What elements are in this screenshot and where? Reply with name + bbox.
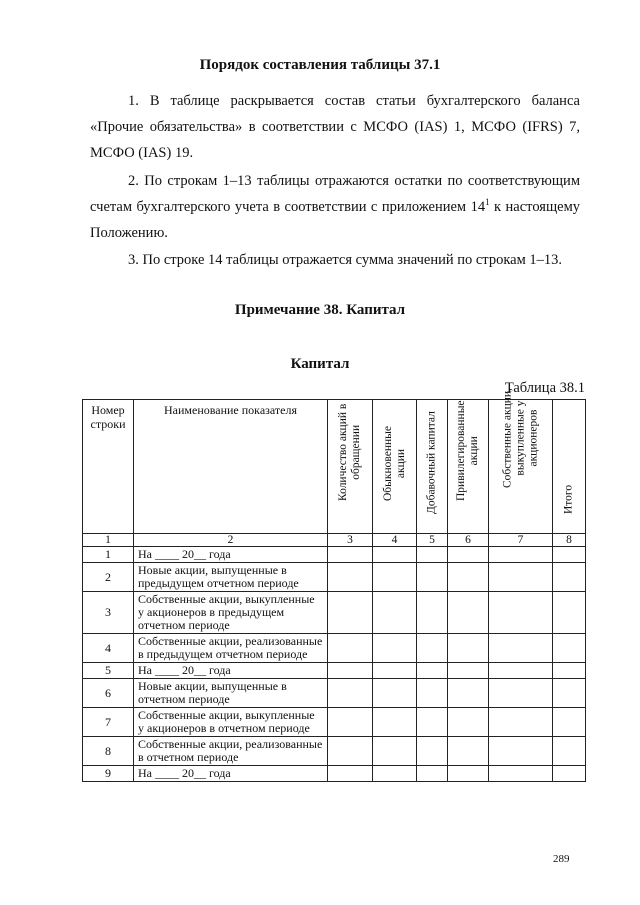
row-number: 6 xyxy=(83,679,134,708)
table-row xyxy=(83,547,586,563)
paragraph-2-text: 2. По строкам 1–13 таблицы отражаются остатки по соответствующим счетам бухгалтерского учета в соответствии с приложением 14 xyxy=(90,173,580,215)
empty-value-cell[interactable] xyxy=(489,663,553,679)
empty-value-cell[interactable] xyxy=(417,634,448,663)
paragraph-3: 3. По строке 14 таблицы отражается сумма значений по строкам 1–13. xyxy=(128,252,563,268)
empty-value-cell[interactable] xyxy=(373,663,417,679)
empty-value-cell[interactable] xyxy=(328,592,373,634)
column-number: 4 xyxy=(373,534,417,547)
empty-value-cell[interactable] xyxy=(489,547,553,563)
row-number: 9 xyxy=(83,766,134,782)
empty-value-cell[interactable] xyxy=(448,737,489,766)
empty-value-cell[interactable] xyxy=(553,634,586,663)
row-number: 3 xyxy=(83,592,134,634)
empty-value-cell[interactable] xyxy=(553,563,586,592)
empty-value-cell[interactable] xyxy=(448,634,489,663)
empty-value-cell[interactable] xyxy=(448,563,489,592)
header-ordinary-shares xyxy=(373,400,417,534)
empty-value-cell[interactable] xyxy=(553,708,586,737)
empty-value-cell[interactable] xyxy=(553,663,586,679)
empty-value-cell[interactable] xyxy=(489,634,553,663)
empty-value-cell[interactable] xyxy=(417,592,448,634)
row-number: 7 xyxy=(83,708,134,737)
empty-value-cell[interactable] xyxy=(553,766,586,782)
column-number: 7 xyxy=(489,534,553,547)
empty-value-cell[interactable] xyxy=(328,634,373,663)
empty-value-cell[interactable] xyxy=(373,592,417,634)
table-row xyxy=(83,563,586,592)
paragraph-2-superscript: 1 xyxy=(485,197,490,207)
column-number: 6 xyxy=(448,534,489,547)
table-row xyxy=(83,737,586,766)
empty-value-cell[interactable] xyxy=(448,663,489,679)
empty-value-cell[interactable] xyxy=(489,737,553,766)
empty-value-cell[interactable] xyxy=(417,663,448,679)
empty-value-cell[interactable] xyxy=(489,708,553,737)
empty-value-cell[interactable] xyxy=(553,737,586,766)
empty-value-cell[interactable] xyxy=(328,766,373,782)
header-total xyxy=(553,400,586,534)
paragraph-2-tail: к настоящему Положению. xyxy=(90,199,580,241)
column-number-row xyxy=(83,534,586,547)
row-number: 5 xyxy=(83,663,134,679)
empty-value-cell[interactable] xyxy=(373,634,417,663)
row-name: Новые акции, выпущенные в предыдущем отчетном периоде xyxy=(134,563,328,592)
empty-value-cell[interactable] xyxy=(489,592,553,634)
page-number: 289 xyxy=(553,853,570,865)
empty-value-cell[interactable] xyxy=(448,766,489,782)
empty-value-cell[interactable] xyxy=(373,708,417,737)
empty-value-cell[interactable] xyxy=(373,737,417,766)
header-additional-capital-text: Добавочный капитал xyxy=(425,411,438,514)
empty-value-cell[interactable] xyxy=(328,663,373,679)
empty-value-cell[interactable] xyxy=(489,563,553,592)
header-indicator-name: Наименование показателя xyxy=(134,400,328,534)
empty-value-cell[interactable] xyxy=(373,563,417,592)
empty-value-cell[interactable] xyxy=(373,679,417,708)
row-name: На ____ 20__ года xyxy=(134,547,328,563)
table-row xyxy=(83,663,586,679)
table-row xyxy=(83,708,586,737)
empty-value-cell[interactable] xyxy=(417,563,448,592)
empty-value-cell[interactable] xyxy=(417,679,448,708)
table-header-row xyxy=(83,400,586,534)
empty-value-cell[interactable] xyxy=(553,592,586,634)
row-name: Собственные акции, выкупленные у акционеров в предыдущем отчетном периоде xyxy=(134,592,328,634)
table-row xyxy=(83,634,586,663)
header-ordinary-shares-text: Обыкновенные акции xyxy=(381,426,407,501)
row-name: Новые акции, выпущенные в отчетном периоде xyxy=(134,679,328,708)
empty-value-cell[interactable] xyxy=(328,547,373,563)
header-total-text: Итого xyxy=(562,484,575,514)
row-name: На ____ 20__ года xyxy=(134,766,328,782)
row-name: На ____ 20__ года xyxy=(134,663,328,679)
empty-value-cell[interactable] xyxy=(417,708,448,737)
empty-value-cell[interactable] xyxy=(448,592,489,634)
column-number: 5 xyxy=(417,534,448,547)
row-name: Собственные акции, реализованные в отчетном периоде xyxy=(134,737,328,766)
empty-value-cell[interactable] xyxy=(448,708,489,737)
row-number: 2 xyxy=(83,563,134,592)
header-treasury-shares-text: Собственные акции, выкупленные у акционеров xyxy=(501,388,539,488)
table-row xyxy=(83,592,586,634)
empty-value-cell[interactable] xyxy=(328,679,373,708)
note-38-title: Примечание 38. Капитал xyxy=(234,302,406,318)
empty-value-cell[interactable] xyxy=(328,563,373,592)
empty-value-cell[interactable] xyxy=(328,708,373,737)
empty-value-cell[interactable] xyxy=(328,737,373,766)
header-shares-outstanding-text: Количество акций в обращении xyxy=(337,403,362,501)
row-number: 1 xyxy=(83,547,134,563)
row-number: 8 xyxy=(83,737,134,766)
empty-value-cell[interactable] xyxy=(417,737,448,766)
empty-value-cell[interactable] xyxy=(489,679,553,708)
header-row-number: Номер строки xyxy=(83,400,134,534)
column-number: 2 xyxy=(134,534,328,547)
empty-value-cell[interactable] xyxy=(417,766,448,782)
row-number: 4 xyxy=(83,634,134,663)
header-shares-outstanding xyxy=(328,400,373,534)
table-caption: Капитал xyxy=(290,356,350,372)
paragraph-2 xyxy=(90,168,580,246)
empty-value-cell[interactable] xyxy=(553,679,586,708)
column-number: 1 xyxy=(83,534,134,547)
empty-value-cell[interactable] xyxy=(448,547,489,563)
row-name: Собственные акции, реализованные в предыдущем отчетном периоде xyxy=(134,634,328,663)
empty-value-cell[interactable] xyxy=(448,679,489,708)
header-treasury-shares xyxy=(489,388,553,534)
column-number: 3 xyxy=(328,534,373,547)
table-row xyxy=(83,679,586,708)
table-row xyxy=(83,766,586,782)
header-preferred-shares-text: Привилегированные акции xyxy=(455,400,480,501)
empty-value-cell[interactable] xyxy=(553,547,586,563)
column-number: 8 xyxy=(553,534,586,547)
header-preferred-shares xyxy=(448,400,489,534)
empty-value-cell[interactable] xyxy=(373,766,417,782)
empty-value-cell[interactable] xyxy=(417,547,448,563)
header-additional-capital xyxy=(417,400,448,534)
table-label: Таблица 38.1 xyxy=(504,380,585,396)
empty-value-cell[interactable] xyxy=(489,766,553,782)
empty-value-cell[interactable] xyxy=(373,547,417,563)
section-37-title: Порядок составления таблицы 37.1 xyxy=(199,57,441,73)
row-name: Собственные акции, выкупленные у акционеров в отчетном периоде xyxy=(134,708,328,737)
paragraph-1: 1. В таблице раскрывается состав статьи бухгалтерского баланса «Прочие обязательства» в соответствии с МСФО (IAS) 1, МСФО (IFRS) 7, МСФО (IAS) 19. xyxy=(90,93,580,161)
